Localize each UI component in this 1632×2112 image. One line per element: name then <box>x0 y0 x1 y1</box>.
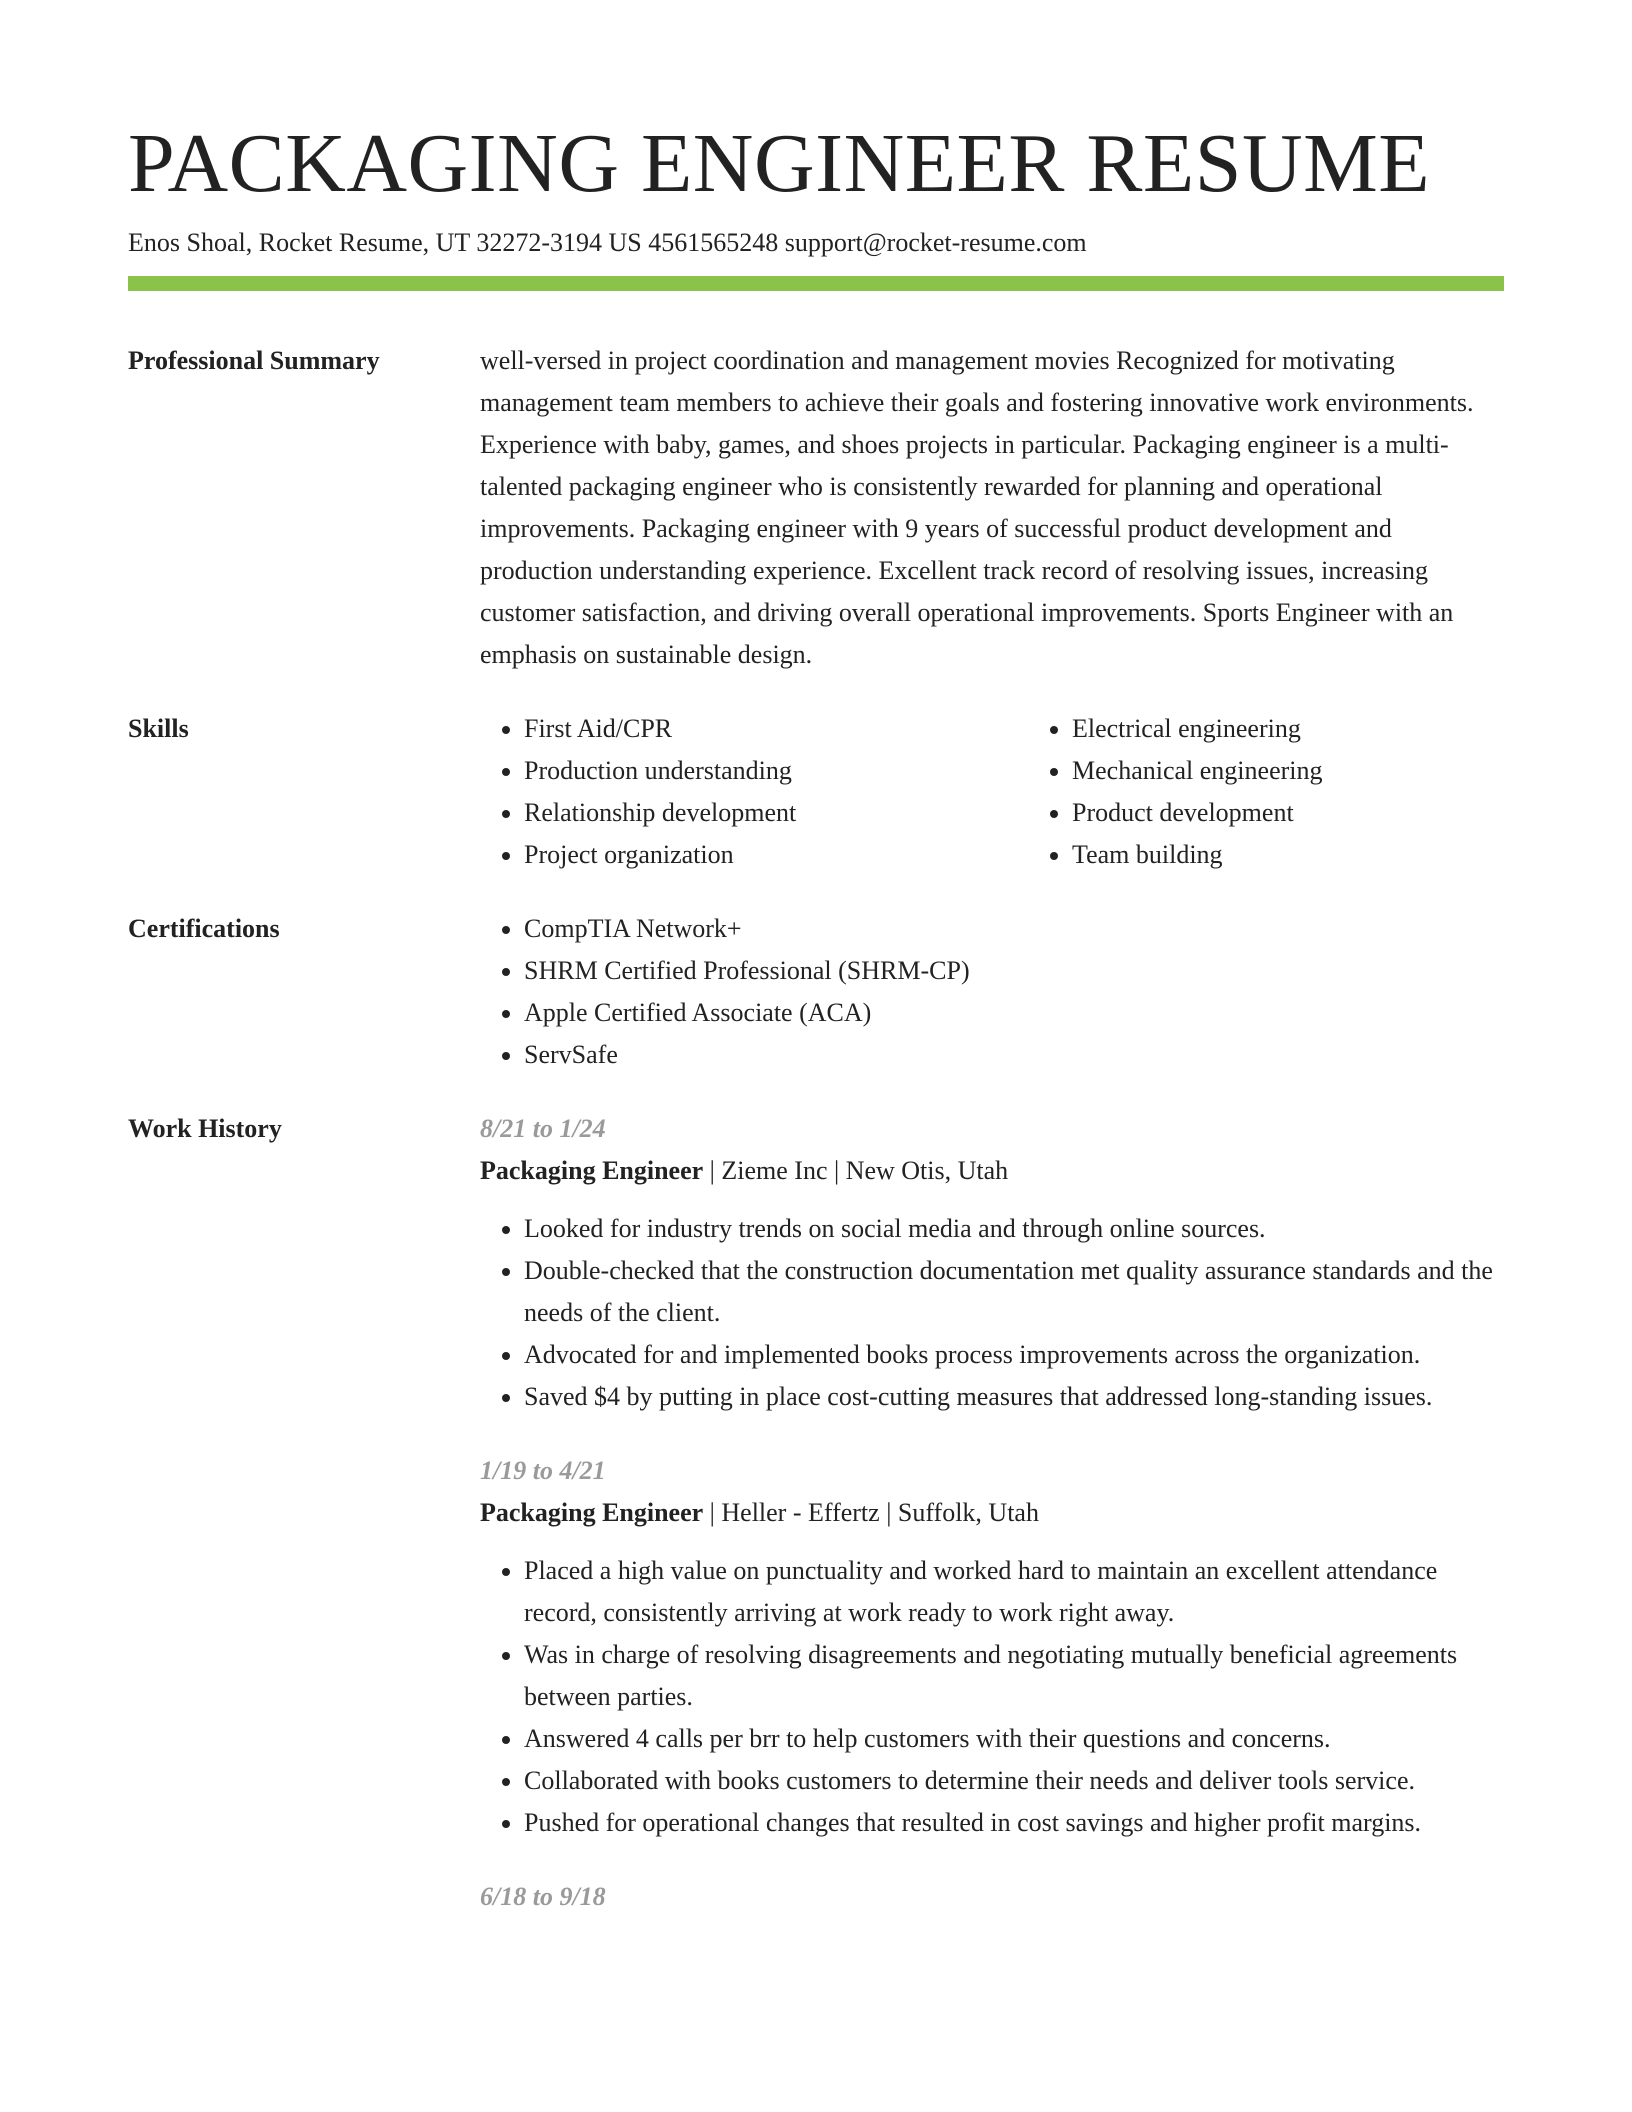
job-entry <box>480 1450 1504 1844</box>
skills-body <box>480 708 1576 876</box>
summary-text: well-versed in project coordination and management movies Recognized for motivating management team members to achieve their goals and fostering innovative work environments. Experience with baby, games, and shoes projects in particular. Packaging engineer is a multi-talented packaging engineer who is consistently rewarded for planning and operational improvements. Packaging engineer with 9 years of successful product development and production understanding experience. Excellent track record of resolving issues, increasing customer satisfaction, and driving overall operational improvements. Sports Engineer with an emphasis on sustainable design. <box>480 346 1474 670</box>
skill-item: • Electrical engineering <box>1072 708 1576 750</box>
job-bullet: • Collaborated with books customers to determine their needs and deliver tools service. <box>524 1760 1504 1802</box>
certifications-body <box>480 908 1504 1076</box>
job-details: | Heller - Effertz | Suffolk, Utah <box>703 1498 1039 1528</box>
work-history-section <box>128 1108 1504 1918</box>
skills-label: Skills <box>128 714 189 744</box>
job-bullet: • Looked for industry trends on social media and through online sources. <box>524 1208 1504 1250</box>
certification-item: • Apple Certified Associate (ACA) <box>524 992 1504 1034</box>
certification-item: • CompTIA Network+ <box>524 908 1504 950</box>
job-dates: 1/19 to 4/21 <box>480 1456 606 1486</box>
skills-grid <box>480 708 1576 876</box>
job-dates: 6/18 to 9/18 <box>480 1882 606 1912</box>
summary-section <box>128 340 1504 676</box>
skills-list-right <box>1028 708 1576 876</box>
job-title: Packaging Engineer <box>480 1156 704 1186</box>
resume-page <box>128 118 1504 1918</box>
job-entry <box>480 1108 1504 1418</box>
certifications-section <box>128 908 1504 1076</box>
resume-title: PACKAGING ENGINEER RESUME <box>128 117 1431 210</box>
work-history-body <box>480 1108 1504 1918</box>
contact-line: Enos Shoal, Rocket Resume, UT 32272-3194 US 4561565248 support@rocket-resume.com <box>128 228 1087 258</box>
accent-divider <box>128 276 1504 291</box>
job-bullets <box>480 1208 1504 1418</box>
skill-item: • Team building <box>1072 834 1576 876</box>
certifications-label: Certifications <box>128 914 280 944</box>
skill-item: • Product development <box>1072 792 1576 834</box>
job-entry <box>480 1876 1504 1918</box>
job-bullet: • Answered 4 calls per brr to help customers with their questions and concerns. <box>524 1718 1504 1760</box>
job-title: Packaging Engineer <box>480 1498 704 1528</box>
job-bullet: • Placed a high value on punctuality and worked hard to maintain an excellent attendance record, consistently arriving at work ready to work right away. <box>524 1550 1504 1634</box>
summary-label: Professional Summary <box>128 346 380 376</box>
skill-item: • Production understanding <box>524 750 1028 792</box>
skills-list-left <box>480 708 1028 876</box>
work-history-label: Work History <box>128 1114 282 1144</box>
job-header <box>480 1150 1504 1192</box>
skill-item: • Mechanical engineering <box>1072 750 1576 792</box>
job-details: | Zieme Inc | New Otis, Utah <box>703 1156 1009 1186</box>
skill-item: • Relationship development <box>524 792 1028 834</box>
job-bullet: • Was in charge of resolving disagreements and negotiating mutually beneficial agreements between parties. <box>524 1634 1504 1718</box>
skill-item: • Project organization <box>524 834 1028 876</box>
job-bullet: • Advocated for and implemented books process improvements across the organization. <box>524 1334 1504 1376</box>
job-dates: 8/21 to 1/24 <box>480 1114 606 1144</box>
job-bullets <box>480 1550 1504 1844</box>
job-bullet: • Pushed for operational changes that resulted in cost savings and higher profit margins. <box>524 1802 1504 1844</box>
certification-item: • ServSafe <box>524 1034 1504 1076</box>
skills-section <box>128 708 1504 876</box>
certification-item: • SHRM Certified Professional (SHRM-CP) <box>524 950 1504 992</box>
job-bullet: • Saved $4 by putting in place cost-cutting measures that addressed long-standing issues. <box>524 1376 1504 1418</box>
certifications-list <box>480 908 1504 1076</box>
skill-item: • First Aid/CPR <box>524 708 1028 750</box>
job-bullet: • Double-checked that the construction documentation met quality assurance standards and the needs of the client. <box>524 1250 1504 1334</box>
job-header <box>480 1492 1504 1534</box>
